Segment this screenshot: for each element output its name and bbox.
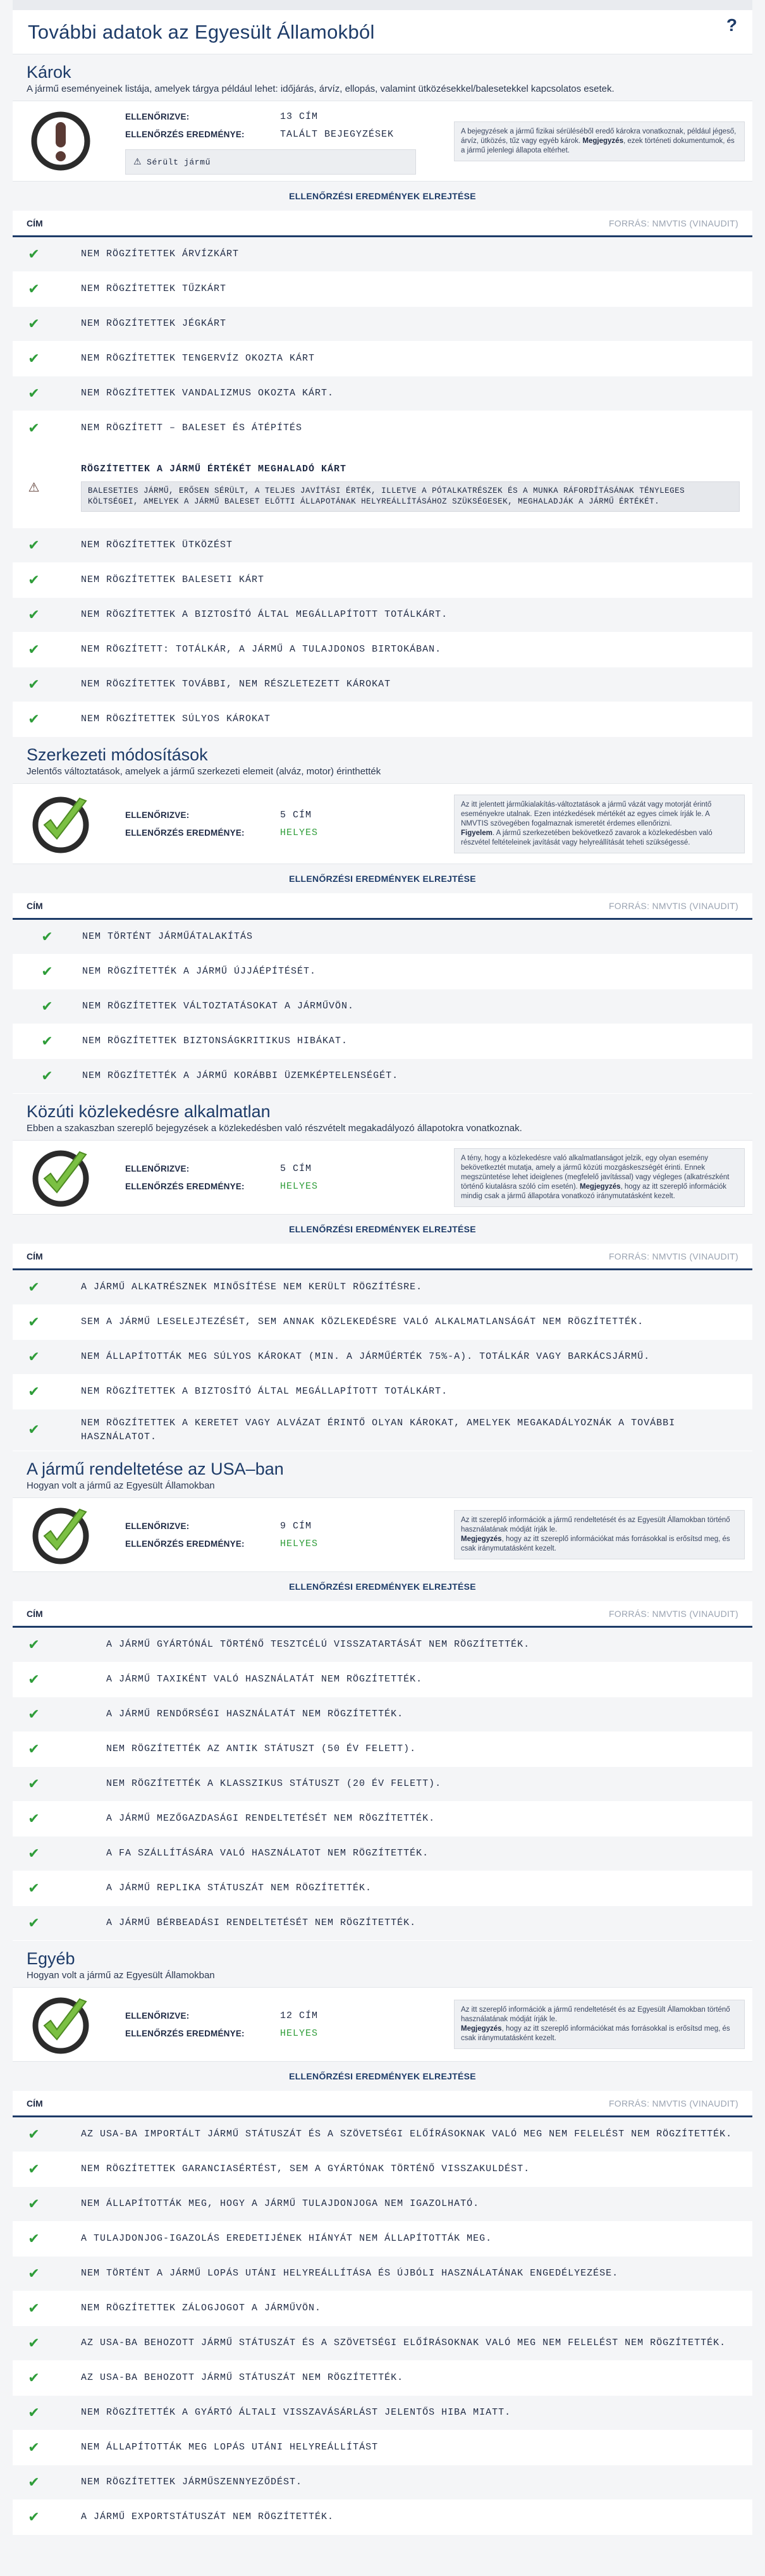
- check-icon: ✔: [28, 1384, 40, 1400]
- result-value: HELYES: [280, 827, 319, 838]
- checked-label: ELLENŐRIZVE:: [125, 2010, 190, 2021]
- check-icon: ✔: [28, 641, 40, 658]
- damage-section: [13, 54, 752, 737]
- hide-results-toggle[interactable]: ELLENŐRZÉSI EREDMÉNYEK ELREJTÉSE: [13, 1572, 752, 1601]
- check-icon: ✔: [28, 246, 40, 263]
- list-item: ✔ NEM ÁLLAPÍTOTTÁK MEG SÚLYOS KÁROKAT (MIN. A JÁRMŰÉRTÉK 75%-A). TOTÁLKÁR VAGY BARKÁCSJÁRMŰ.: [13, 1340, 752, 1375]
- list-item: ✔ NEM RÖGZÍTETTÉK A KLASSZIKUS STÁTUSZT (20 ÉV FELETT).: [13, 1767, 752, 1802]
- check-icon: ✔: [28, 607, 40, 623]
- damage-rows: [13, 237, 752, 737]
- checked-label: ELLENŐRIZVE:: [125, 1521, 190, 1531]
- list-item: ✔ NEM RÖGZÍTETTEK TOVÁBBI, NEM RÉSZLETEZETT KÁROKAT: [13, 667, 752, 702]
- check-icon: ✔: [28, 1706, 40, 1723]
- checkmark-badge-icon: [30, 1147, 91, 1208]
- list-item: ✔ A TULAJDONJOG-IGAZOLÁS EREDETIJÉNEK HIÁNYÁT NEM ÁLLAPÍTOTTÁK MEG.: [13, 2222, 752, 2257]
- check-icon: ✔: [28, 572, 40, 588]
- list-item: ✔ A JÁRMŰ TAXIKÉNT VALÓ HASZNÁLATÁT NEM RÖGZÍTETTÉK.: [13, 1663, 752, 1697]
- structural-summary: [13, 783, 752, 864]
- list-item: ✔ NEM TÖRTÉNT A JÁRMŰ LOPÁS UTÁNI HELYREÁLLÍTÁSA ÉS ÚJBÓLI HASZNÁLATÁNAK ENGEDÉLYEZÉSE.: [13, 2257, 752, 2291]
- info-note: A bejegyzések a jármű fizikai sérüléséből eredő károkra vonatkoznak, például jégeső, árvíz, ütközés, tűz vagy egyéb károk. Megjegyzés, ezek történeti dokumentumok, és a jármű jelenlegi állapota eltérhet.: [454, 121, 745, 161]
- table-header: CÍM FORRÁS: NMVTIS (VINAUDIT): [13, 211, 752, 237]
- section-title: Károk: [27, 63, 71, 82]
- list-item: ✔ NEM RÖGZÍTETTEK JÁRMŰSZENNYEZŐDÉST.: [13, 2465, 752, 2500]
- check-icon: ✔: [28, 2370, 40, 2386]
- list-item: ✔ NEM RÖGZÍTETTEK VANDALIZMUS OKOZTA KÁRT.: [13, 376, 752, 411]
- section-description: A jármű eseményeinek listája, amelyek tárgya például lehet: időjárás, árvíz, ellopás, valamint ütközésekkel/balesetekkel kapcsolatos esetek.: [27, 84, 615, 94]
- page-title: További adatok az Egyesült Államokból: [28, 20, 375, 43]
- list-item: ✔ NEM RÖGZÍTETTÉK A JÁRMŰ KORÁBBI ÜZEMKÉPTELENSÉGÉT.: [13, 1059, 752, 1094]
- check-icon: ✔: [28, 385, 40, 402]
- table-header: CÍM FORRÁS: NMVTIS (VINAUDIT): [13, 893, 752, 920]
- list-item: ✔ AZ USA-BA BEHOZOTT JÁRMŰ STÁTUSZÁT ÉS A SZÖVETSÉGI ELŐÍRÁSOKNAK VALÓ MEG NEM FELELÉST NEM RÖGZÍTETTÉK.: [13, 2326, 752, 2361]
- check-icon: ✔: [41, 1068, 54, 1084]
- damage-summary: [13, 101, 752, 182]
- list-item: ✔ A JÁRMŰ GYÁRTÓNÁL TÖRTÉNŐ TESZTCÉLÚ VISSZATARTÁSÁT NEM RÖGZÍTETTÉK.: [13, 1628, 752, 1663]
- list-item: ✔ NEM RÖGZÍTETTEK ÁRVÍZKÁRT: [13, 237, 752, 272]
- list-item: ✔ NEM RÖGZÍTETTÉK A JÁRMŰ ÚJJÁÉPÍTÉSÉT.: [13, 955, 752, 989]
- check-icon: ✔: [28, 2300, 40, 2317]
- page-header: [13, 10, 752, 54]
- check-icon: ✔: [28, 1880, 40, 1897]
- table-header: CÍM FORRÁS: NMVTIS (VINAUDIT): [13, 1244, 752, 1270]
- check-icon: ✔: [28, 1811, 40, 1827]
- checked-label: ELLENŐRIZVE:: [125, 1163, 190, 1173]
- list-item: ✔ NEM RÖGZÍTETTEK GARANCIASÉRTÉST, SEM A GYÁRTÓNAK TÖRTÉNŐ VISSZAKULDÉST.: [13, 2152, 752, 2187]
- table-header: CÍM FORRÁS: NMVTIS (VINAUDIT): [13, 2091, 752, 2117]
- info-note: Az itt szereplő információk a jármű rendeltetését és az Egyesült Államokban történő használatának módját írják le. Megjegyzés, hogy az itt szereplő információkat más forrásokkal is erősítsd meg, és csak iránymutatásként kezelt.: [454, 2000, 745, 2049]
- info-note: Az itt szereplő információk a jármű rendeltetését és az Egyesült Államokban történő használatának módját írják le. Megjegyzés, hogy az itt szereplő információkat más forrásokkal is erősítsd meg, és csak iránymutatásként kezelt.: [454, 1510, 745, 1559]
- checked-label: ELLENŐRIZVE:: [125, 111, 190, 121]
- checkmark-badge-icon: [30, 1994, 91, 2055]
- check-icon: ✔: [28, 1314, 40, 1330]
- checked-value: 5 CÍM: [280, 809, 312, 820]
- other-rows: [13, 2117, 752, 2535]
- checkmark-badge-icon: [30, 1504, 91, 1565]
- checked-value: 9 CÍM: [280, 1520, 312, 1532]
- section-title: Egyéb: [27, 1949, 75, 1968]
- section-title: Szerkezeti módosítások: [27, 745, 208, 764]
- check-icon: ✔: [28, 2335, 40, 2351]
- section-description: Ebben a szakaszban szereplő bejegyzések a közlekedésben való részvételt megakadályozó állapotokra vonatkoznak.: [27, 1123, 522, 1134]
- list-item: ✔ A JÁRMŰ MEZŐGAZDASÁGI RENDELTETÉSÉT NEM RÖGZÍTETTÉK.: [13, 1802, 752, 1836]
- list-item: ✔ NEM ÁLLAPÍTOTTÁK MEG, HOGY A JÁRMŰ TULAJDONJOGA NEM IGAZOLHATÓ.: [13, 2187, 752, 2222]
- list-item: ✔ NEM RÖGZÍTETTEK TŰZKÁRT: [13, 272, 752, 307]
- structural-section: [13, 737, 752, 1094]
- check-icon: ✔: [28, 1279, 40, 1296]
- checked-label: ELLENŐRIZVE:: [125, 810, 190, 820]
- list-item: ✔ NEM RÖGZÍTETTÉK A GYÁRTÓ ÁLTALI VISSZAVÁSÁRLÁST JELENTŐS HIBA MIATT.: [13, 2396, 752, 2430]
- list-item: ✔ NEM RÖGZÍTETTEK BALESETI KÁRT: [13, 563, 752, 598]
- section-title: A jármű rendeltetése az USA–ban: [27, 1459, 284, 1478]
- list-item: ✔ NEM RÖGZÍTETTEK SÚLYOS KÁROKAT: [13, 702, 752, 737]
- check-icon: ✔: [41, 929, 54, 945]
- list-item: ✔ SEM A JÁRMŰ LESELEJTEZÉSÉT, SEM ANNAK KÖZLEKEDÉSRE VALÓ ALKALMATLANSÁGÁT NEM RÖGZÍTETTÉK.: [13, 1305, 752, 1340]
- list-item: ✔ A JÁRMŰ BÉRBEADÁSI RENDELTETÉSÉT NEM RÖGZÍTETTÉK.: [13, 1906, 752, 1941]
- check-icon: ✔: [28, 1422, 40, 1438]
- check-icon: ✔: [28, 2126, 40, 2143]
- usage-section: [13, 1451, 752, 1941]
- check-icon: ✔: [28, 2196, 40, 2212]
- result-label: ELLENŐRZÉS EREDMÉNYE:: [125, 129, 245, 139]
- structural-rows: [13, 920, 752, 1094]
- section-description: Hogyan volt a jármű az Egyesült Államokban: [27, 1970, 215, 1981]
- unfit-rows: [13, 1270, 752, 1451]
- check-icon: ✔: [28, 711, 40, 728]
- list-item: ✔ NEM RÖGZÍTETTEK A KERETET VAGY ALVÁZAT ÉRINTŐ OLYAN KÁROKAT, AMELYEK MEGAKADÁLYOZNÁK A TOVÁBBI HASZNÁLATOT.: [13, 1409, 752, 1451]
- hide-results-toggle[interactable]: ELLENŐRZÉSI EREDMÉNYEK ELREJTÉSE: [13, 864, 752, 893]
- hide-results-toggle[interactable]: ELLENŐRZÉSI EREDMÉNYEK ELREJTÉSE: [13, 2062, 752, 2091]
- list-item: ✔ NEM RÖGZÍTETTEK ZÁLOGJOGOT A JÁRMŰVÖN.: [13, 2291, 752, 2326]
- hide-results-toggle[interactable]: ELLENŐRZÉSI EREDMÉNYEK ELREJTÉSE: [13, 182, 752, 211]
- result-label: ELLENŐRZÉS EREDMÉNYE:: [125, 2028, 245, 2038]
- list-item: ✔ AZ USA-BA BEHOZOTT JÁRMŰ STÁTUSZÁT NEM RÖGZÍTETTÉK.: [13, 2361, 752, 2396]
- check-icon: ✔: [28, 420, 40, 437]
- other-section: [13, 1941, 752, 2535]
- list-item: ✔ A JÁRMŰ ALKATRÉSZNEK MINŐSÍTÉSE NEM KERÜLT RÖGZÍTÉSRE.: [13, 1270, 752, 1305]
- check-icon: ✔: [28, 281, 40, 297]
- warning-icon: ⚠: [28, 479, 40, 495]
- list-item: ✔ NEM RÖGZÍTETTEK VÁLTOZTATÁSOKAT A JÁRMŰVÖN.: [13, 989, 752, 1024]
- list-item: ✔ NEM ÁLLAPÍTOTTÁK MEG LOPÁS UTÁNI HELYREÁLLÍTÁST: [13, 2430, 752, 2465]
- check-icon: ✔: [28, 350, 40, 367]
- check-icon: ✔: [28, 2439, 40, 2456]
- check-icon: ✔: [28, 2509, 40, 2525]
- list-item: ✔ NEM RÖGZÍTETTEK A BIZTOSÍTÓ ÁLTAL MEGÁLLAPÍTOTT TOTÁLKÁRT.: [13, 598, 752, 633]
- hide-results-toggle[interactable]: ELLENŐRZÉSI EREDMÉNYEK ELREJTÉSE: [13, 1215, 752, 1244]
- result-label: ELLENŐRZÉS EREDMÉNYE:: [125, 827, 245, 838]
- unfit-section: [13, 1094, 752, 1451]
- list-item: ✔ NEM TÖRTÉNT JÁRMŰÁTALAKÍTÁS: [13, 920, 752, 955]
- section-description: Jelentős változtatások, amelyek a jármű szerkezeti elemeit (alváz, motor) érinthették: [27, 766, 381, 777]
- damaged-vehicle-tag: ⚠ Sérült jármű: [125, 149, 416, 175]
- section-description: Hogyan volt a jármű az Egyesült Államokban: [27, 1480, 215, 1491]
- exclamation-badge-icon: [30, 111, 91, 171]
- check-icon: ✔: [28, 537, 40, 554]
- check-icon: ✔: [28, 1845, 40, 1862]
- check-icon: ✔: [28, 2474, 40, 2491]
- usage-summary: [13, 1497, 752, 1572]
- check-icon: ✔: [41, 1033, 54, 1050]
- usage-rows: [13, 1628, 752, 1941]
- table-header: CÍM FORRÁS: NMVTIS (VINAUDIT): [13, 1601, 752, 1628]
- check-icon: ✔: [41, 998, 54, 1015]
- top-bar: [13, 0, 752, 10]
- result-label: ELLENŐRZÉS EREDMÉNYE:: [125, 1539, 245, 1549]
- info-note: Az itt jelentett járműkialakítás-változtatások a jármű vázát vagy motorját érintő eseményekre utalnak. Ezen intézkedések mértékét az egyes címek írják le. A NMVTIS szövegében fogalmaznak ismeretét érdemes ellenőrizni. Figyelem. A jármű szerkezetében bekövetkező zavarok a közlekedésben való részvétel feltételeinek javítását vagy helyreállítását teheti szükségessé.: [454, 795, 745, 853]
- result-value: HELYES: [280, 1538, 319, 1549]
- check-icon: ✔: [28, 2405, 40, 2421]
- list-item: ✔ NEM RÖGZÍTETTEK A BIZTOSÍTÓ ÁLTAL MEGÁLLAPÍTOTT TOTÁLKÁRT.: [13, 1375, 752, 1409]
- list-item: ✔ A JÁRMŰ RENDŐRSÉGI HASZNÁLATÁT NEM RÖGZÍTETTÉK.: [13, 1697, 752, 1732]
- help-icon[interactable]: ?: [726, 15, 737, 35]
- check-icon: ✔: [28, 2265, 40, 2282]
- list-item: ✔ A JÁRMŰ REPLIKA STÁTUSZÁT NEM RÖGZÍTETTÉK.: [13, 1871, 752, 1906]
- unfit-summary: [13, 1140, 752, 1215]
- list-item: ✔ NEM RÖGZÍTETTEK ÜTKÖZÉST: [13, 528, 752, 563]
- section-title: Közúti közlekedésre alkalmatlan: [27, 1102, 271, 1121]
- result-value: HELYES: [280, 1180, 319, 1192]
- result-value: HELYES: [280, 2028, 319, 2039]
- list-item: ✔ NEM RÖGZÍTETTEK JÉGKÁRT: [13, 307, 752, 342]
- list-item: ✔ NEM RÖGZÍTETT – BALESET ÉS ÁTÉPÍTÉS: [13, 411, 752, 446]
- list-item: ✔ NEM RÖGZÍTETT: TOTÁLKÁR, A JÁRMŰ A TULAJDONOS BIRTOKÁBAN.: [13, 633, 752, 667]
- warning-icon: ⚠: [133, 157, 142, 167]
- check-icon: ✔: [28, 1349, 40, 1365]
- checkmark-badge-icon: [30, 793, 91, 854]
- check-icon: ✔: [28, 676, 40, 693]
- warning-list-item: ⚠ RÖGZÍTETTEK A JÁRMŰ ÉRTÉKÉT MEGHALADÓ KÁRT BALESETIES JÁRMŰ, ERŐSEN SÉRÜLT, A TELJES JAVÍTÁSI ÉRTÉK, ILLETVE A PÓTALKATRÉSZEK ÉS A MUNKA RÁFORDÍTÁSÁNAK TÉNYLEGES KÖLTSÉGEI, AMELYEK A JÁRMŰ BALESET ELŐTTI ÁLLAPOTÁNAK HELYREÁLLÍTÁSÁHOZ SZÜKSÉGESEK, MEGHALADJÁK A JÁRMŰ ÉRTÉKÉT.: [13, 446, 752, 528]
- result-label: ELLENŐRZÉS EREDMÉNYE:: [125, 1181, 245, 1191]
- list-item: ✔ A JÁRMŰ EXPORTSTÁTUSZÁT NEM RÖGZÍTETTÉK.: [13, 2500, 752, 2535]
- list-item: ✔ NEM RÖGZÍTETTÉK AZ ANTIK STÁTUSZT (50 ÉV FELETT).: [13, 1732, 752, 1767]
- list-item: ✔ NEM RÖGZÍTETTEK BIZTONSÁGKRITIKUS HIBÁKAT.: [13, 1024, 752, 1059]
- list-item: ✔ A FA SZÁLLÍTÁSÁRA VALÓ HASZNÁLATOT NEM RÖGZÍTETTÉK.: [13, 1836, 752, 1871]
- check-icon: ✔: [28, 1671, 40, 1688]
- list-item: ✔ NEM RÖGZÍTETTEK TENGERVÍZ OKOZTA KÁRT: [13, 342, 752, 376]
- check-icon: ✔: [28, 1741, 40, 1757]
- checked-value: 13 CÍM: [280, 111, 319, 122]
- check-icon: ✔: [28, 2231, 40, 2247]
- check-icon: ✔: [28, 1637, 40, 1653]
- warning-detail: BALESETIES JÁRMŰ, ERŐSEN SÉRÜLT, A TELJES JAVÍTÁSI ÉRTÉK, ILLETVE A PÓTALKATRÉSZEK ÉS A MUNKA RÁFORDÍTÁSÁNAK TÉNYLEGES KÖLTSÉGEI, AMELYEK A JÁRMŰ BALESET ELŐTTI ÁLLAPOTÁNAK HELYREÁLLÍTÁSÁHOZ SZÜKSÉGESEK, MEGHALADJÁK A JÁRMŰ ÉRTÉKÉT.: [81, 481, 740, 512]
- result-value: TALÁLT BEJEGYZÉSEK: [280, 128, 395, 140]
- other-summary: [13, 1987, 752, 2062]
- checked-value: 5 CÍM: [280, 1163, 312, 1174]
- check-icon: ✔: [28, 1776, 40, 1792]
- checked-value: 12 CÍM: [280, 2010, 319, 2021]
- check-icon: ✔: [28, 1915, 40, 1931]
- check-icon: ✔: [41, 963, 54, 980]
- check-icon: ✔: [28, 316, 40, 332]
- check-icon: ✔: [28, 2161, 40, 2177]
- info-note: A tény, hogy a közlekedésre való alkalmatlanságot jelzik, egy olyan esemény bekövetkeztét mutatja, amely a jármű közúti mozgáskeszségét érinti. Ennek megszüntetése lehet ideiglenes (megfelelő javítással) vagy végleges (alkatrészként történő kiutalásra szóló cím esetén). Megjegyzés, hogy az itt szereplő információk mindig csak a jármű állapotára vonatkozó iránymutatásként kezelt.: [454, 1148, 745, 1207]
- list-item: ✔ AZ USA-BA IMPORTÁLT JÁRMŰ STÁTUSZÁT ÉS A SZÖVETSÉGI ELŐÍRÁSOKNAK VALÓ MEG NEM FELELÉST NEM RÖGZÍTETTÉK.: [13, 2117, 752, 2152]
